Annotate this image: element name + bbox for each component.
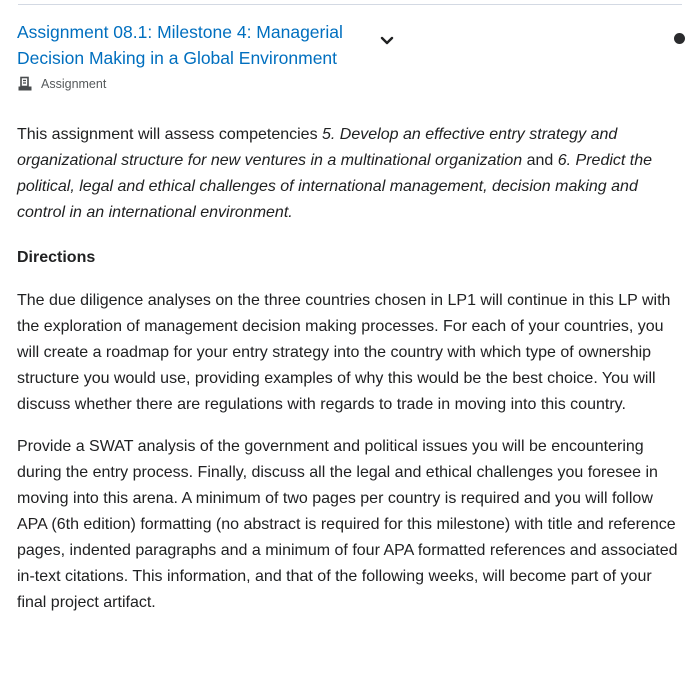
intro-lead-text: This assignment will assess competencies [17,126,323,143]
assignment-header [17,20,683,94]
assignment-description [17,122,685,616]
item-type [17,74,683,94]
chevron-down-icon[interactable] [377,31,397,51]
directions-paragraph-2: Provide a SWAT analysis of the government and political issues you will be encountering during the entry process. Finally, discuss all the legal and ethical challenges you foresee in moving into this arena. A minimum of two pages per country is required and you will follow APA (6th edition) formatting (no abstract is required for this milestone) with title and reference pages, indented paragraphs and a minimum of four APA formatted references and associated in-text citations. This information, and that of the following weeks, will become part of your final project artifact. [17,438,678,611]
assignment-dropbox-icon [17,76,33,92]
competency-6-text: 6. Predict the political, legal and ethical challenges of international management, decision making and control in an international environment. [17,152,653,221]
unread-dot-icon [674,33,685,44]
item-type-label: Assignment [41,77,107,91]
directions-heading: Directions [17,249,96,266]
directions-paragraph-1: The due diligence analyses on the three countries chosen in LP1 will continue in this LP with the exploration of management decision making processes. For each of your countries, you will create a roadmap for your entry strategy into the country with which type of ownership structure you would use, providing examples of why this would be the best choice. You will discuss whether there are regulations with regards to trade in moving into this country. [17,292,671,413]
competencies-intro [17,122,685,226]
assignment-title-link[interactable]: Assignment 08.1: Milestone 4: Managerial Decision Making in a Global Environment [17,22,343,68]
top-divider [18,4,682,5]
intro-and-text: and [522,152,558,169]
competency-5-text: 5. Develop an effective entry strategy and organizational structure for new ventures in a multinational organization [17,126,618,169]
